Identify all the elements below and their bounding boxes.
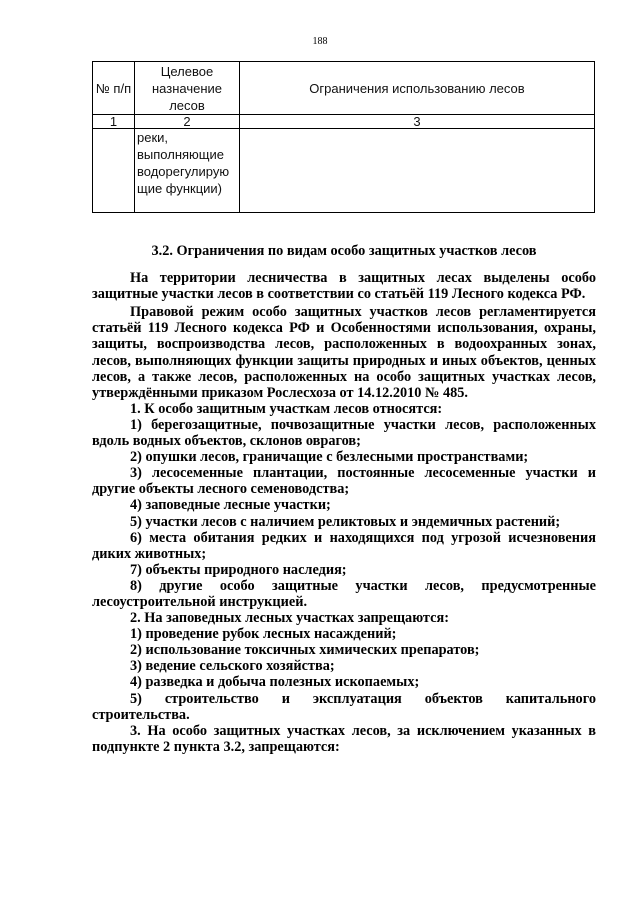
table-header-cell: Ограничения использованию лесов xyxy=(240,62,595,115)
list-item: 2) использование токсичных химических препаратов; xyxy=(130,642,480,659)
paragraph: Правовой режим особо защитных участков лесов регламентируется статьёй 119 Лесного кодекса РФ и Особенностями использования, охраны, защиты, воспроизводства лесов, расположенных в водоохранных зонах, лесов, выполняющих функции защиты природных и иных объектов, ценных лесов, а также лесов, расположенных на особо защитных участках лесов, утверждёнными приказом Рослесхоза от 14.12.2010 № 485. xyxy=(92,304,596,401)
table-number-cell: 3 xyxy=(240,115,595,129)
section-title: 3.2. Ограничения по видам особо защитных участков лесов xyxy=(151,243,537,259)
page-number: 188 xyxy=(312,36,328,47)
table-header-cell: № п/п xyxy=(93,62,135,115)
restrictions-table xyxy=(92,61,595,213)
table-cell: реки, выполняющие водорегулирую щие функции) xyxy=(135,129,240,213)
list-item: 2) опушки лесов, граничащие с безлесными пространствами; xyxy=(130,449,529,466)
list-item: 4) разведка и добыча полезных ископаемых; xyxy=(130,674,420,691)
list-item: 8) другие особо защитные участки лесов, предусмотренные лесоустроительной инструкцией. xyxy=(92,577,596,610)
list-item: 1) проведение рубок лесных насаждений; xyxy=(130,626,397,643)
list-item: 1) берегозащитные, почвозащитные участки лесов, расположенных вдоль водных объектов, склонов оврагов; xyxy=(92,416,596,450)
table-cell xyxy=(240,129,595,213)
table-number-cell: 2 xyxy=(135,115,240,129)
list-item: 4) заповедные лесные участки; xyxy=(130,497,331,514)
list-item: 6) места обитания редких и находящихся под угрозой исчезновения диких животных; xyxy=(92,529,596,562)
list-item: 7) объекты природного наследия; xyxy=(130,561,347,578)
list-item: 3) лесосеменные плантации, постоянные лесосеменные участки и другие объекты лесного семеноводства; xyxy=(92,465,596,498)
paragraph: На территории лесничества в защитных лесах выделены особо защитные участки лесов в соответствии со статьёй 119 Лесного кодекса РФ. xyxy=(92,270,596,303)
document-body xyxy=(92,243,596,755)
list-heading: 3. На особо защитных участках лесов, за исключением указанных в подпункте 2 пункта 3.2, запрещаются: xyxy=(92,722,596,755)
list-heading: 2. На заповедных лесных участках запрещаются: xyxy=(130,610,449,627)
table-cell xyxy=(93,129,135,213)
table-numbering-row xyxy=(93,115,595,129)
table-header-cell: Целевое назначение лесов xyxy=(135,62,240,115)
list-item: 5) строительство и эксплуатация объектов капитального строительства. xyxy=(92,690,596,723)
table-row xyxy=(93,129,595,213)
table-header-row xyxy=(93,62,595,115)
table-number-cell: 1 xyxy=(93,115,135,129)
list-heading: 1. К особо защитным участкам лесов относятся: xyxy=(130,400,443,417)
list-item: 5) участки лесов с наличием реликтовых и эндемичных растений; xyxy=(130,513,561,530)
list-item: 3) ведение сельского хозяйства; xyxy=(130,658,335,675)
